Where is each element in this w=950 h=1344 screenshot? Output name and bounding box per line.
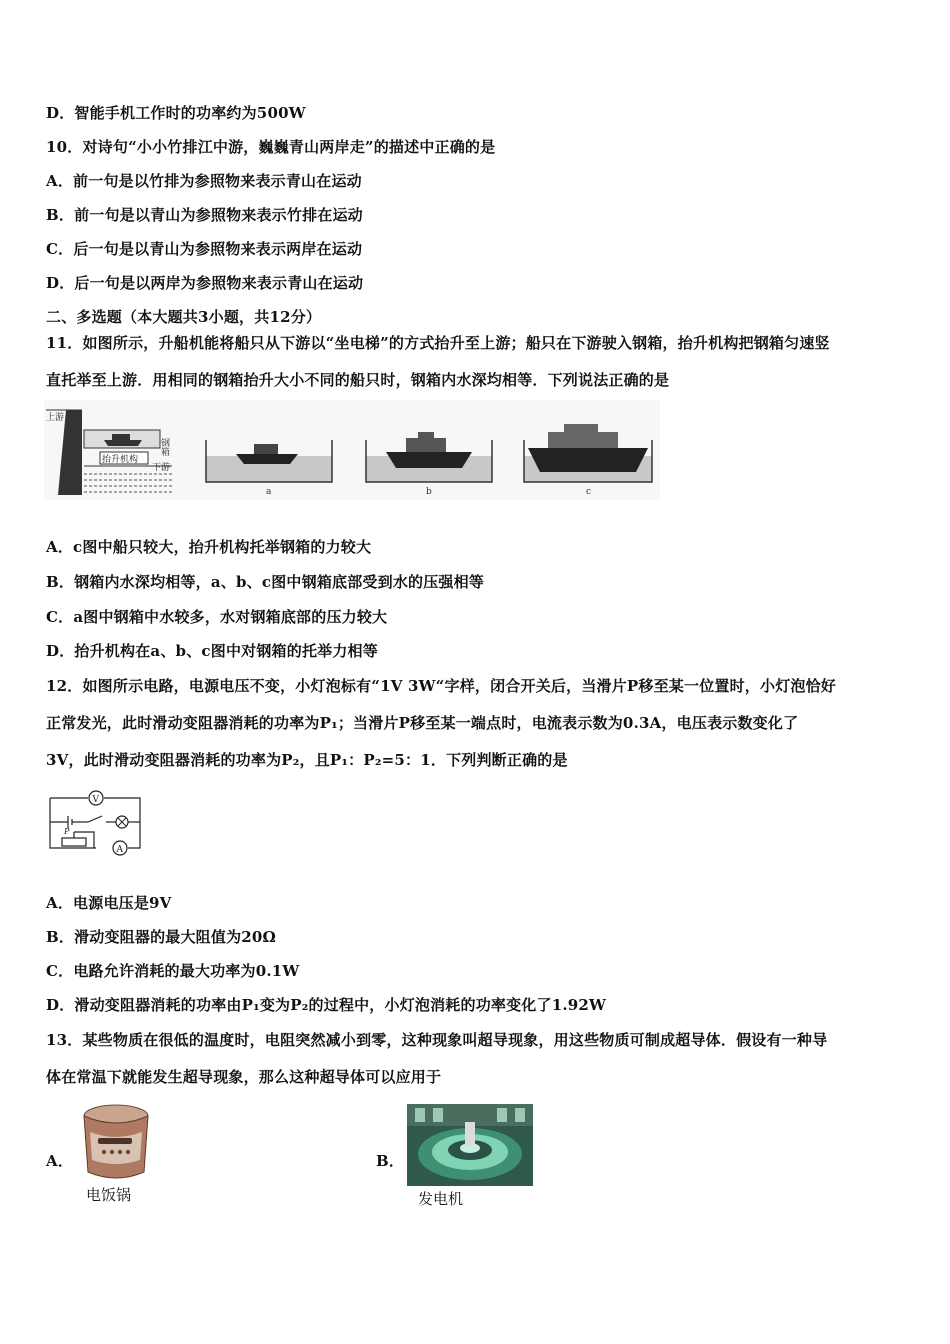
question-11-line1: 11．如图所示，升船机能将船只从下游以“坐电梯”的方式抬升至上游；船只在下游驶入钢箱，抬升机构把钢箱匀速竖 [46,334,830,352]
generator-image [407,1104,533,1186]
option-9d: D．智能手机工作时的功率约为500W [46,104,306,122]
steel-box-label: 钢箱 [159,438,169,456]
ship-lift-figure [44,400,660,500]
option-10b: B．前一句是以青山为参照物来表示竹排在运动 [46,206,363,224]
question-12-line1: 12．如图所示电路，电源电压不变，小灯泡标有“1V 3W“字样，闭合开关后，当滑片P移至某一位置时，小灯泡恰好 [46,677,836,695]
option-12c: C．电路允许消耗的最大功率为0.1W [46,962,300,980]
question-10: 10．对诗句“小小竹排江中游，巍巍青山两岸走”的描述中正确的是 [46,138,496,156]
box-b-label: b [426,487,432,497]
question-12-line2: 正常发光，此时滑动变阻器消耗的功率为P₁；当滑片P移至某一端点时，电流表示数为0.3A，电压表示数变化了 [46,714,799,732]
question-13-line2: 体在常温下就能发生超导现象，那么这种超导体可以应用于 [46,1068,442,1086]
option-13a-letter: A． [46,1152,74,1170]
downstream-label: 下游 [152,463,171,473]
box-c-label: c [586,487,592,497]
question-13-line1: 13．某些物质在很低的温度时，电阻突然减小到零，这种现象叫超导现象，用这些物质可制成超导体．假设有一种导 [46,1031,828,1049]
option-13b-caption: 发电机 [418,1190,464,1208]
option-11d: D．抬升机构在a、b、c图中对钢箱的托举力相等 [46,642,378,660]
upstream-label: 上游 [46,413,65,423]
option-11a: A．c图中船只较大，抬升机构托举钢箱的力较大 [46,538,372,556]
section-heading: 二、多选题（本大题共3小题，共12分） [46,308,322,326]
question-11-line2: 直托举至上游．用相同的钢箱抬升大小不同的船只时，钢箱内水深均相等．下列说法正确的是 [46,371,670,389]
circuit-diagram [44,782,148,860]
ammeter-label: A [116,845,123,855]
option-10c: C．后一句是以青山为参照物来表示两岸在运动 [46,240,363,258]
option-13b-letter: B． [376,1152,405,1170]
option-11c: C．a图中钢箱中水较多，水对钢箱底部的压力较大 [46,608,388,626]
option-12b: B．滑动变阻器的最大阻值为20Ω [46,928,277,946]
question-12-line3: 3V，此时滑动变阻器消耗的功率为P₂，且P₁：P₂=5：1．下列判断正确的是 [46,751,568,769]
option-12d: D．滑动变阻器消耗的功率由P₁变为P₂的过程中，小灯泡消耗的功率变化了1.92W [46,996,607,1014]
option-11b: B．钢箱内水深均相等，a、b、c图中钢箱底部受到水的压强相等 [46,573,485,591]
option-10a: A．前一句是以竹排为参照物来表示青山在运动 [46,172,362,190]
rice-cooker-image [78,1102,154,1184]
slider-label: P [64,827,70,836]
option-13a-caption: 电饭锅 [86,1186,132,1204]
box-a-label: a [266,487,272,497]
option-10d: D．后一句是以两岸为参照物来表示青山在运动 [46,274,364,292]
option-12a: A．电源电压是9V [46,894,172,912]
voltmeter-label: V [92,795,99,805]
lift-mechanism-label: 抬升机构 [102,455,139,465]
